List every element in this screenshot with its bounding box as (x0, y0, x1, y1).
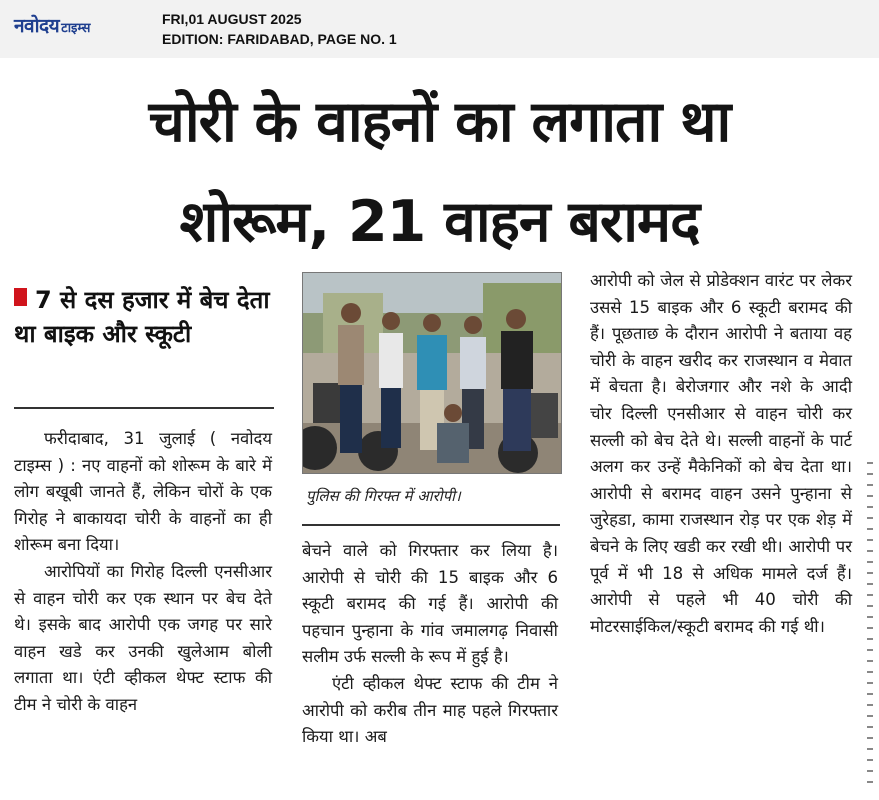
article-photo (302, 272, 562, 474)
subheadline (14, 283, 274, 351)
photo-image-icon (303, 273, 561, 473)
logo-sub-text: टाइम्स (61, 21, 91, 36)
subheadline-divider (14, 407, 274, 409)
article-column-2 (302, 538, 558, 751)
newspaper-logo (14, 12, 90, 38)
paragraph: फरीदाबाद, 31 जुलाई ( नवोदय टाइम्स ) : नए वाहनों को शोरूम के बारे में लोग बखूबी जानते हैं, लेकिन चोरों के एक गिरोह ने बाकायदा चोरी के वाहनों का ही शोरूम बना दिया। (14, 429, 272, 555)
masthead-bar (0, 0, 879, 58)
paragraph: बेचने वाले को गिरफ्तार कर लिया है। आरोपी से चोरी की 15 बाइक और 6 स्कूटी बरामद की गई हैं। आरोपी की पहचान पुन्हाना के गांव जमालगढ़ निवासी सलीम उर्फ सल्ली के रूप में हुई है। (302, 541, 558, 667)
page-edge-fragments (866, 462, 874, 792)
article-column-3 (590, 268, 852, 640)
paragraph: आरोपियों का गिरोह दिल्ली एनसीआर से वाहन चोरी कर एक स्थान पर बेच देते थे। इसके बाद आरोपी एक जगह पर सारे वाहन खडे कर उनकी खुलेआम बोली लगाता था। एंटी व्हीकल थेफ्ट स्टाफ की टीम ने चोरी के वाहन (14, 561, 272, 714)
article-column-1 (14, 426, 272, 719)
headline-line-1: चोरी के वाहनों का लगाता था (148, 89, 731, 155)
publication-date: FRI,01 AUGUST 2025 (162, 11, 302, 27)
red-square-icon (14, 288, 27, 306)
caption-divider (302, 524, 560, 526)
edition-page: EDITION: FARIDABAD, PAGE NO. 1 (162, 31, 397, 47)
headline-line-2: शोरूम, 21 वाहन बरामद (179, 189, 700, 255)
edition-info (162, 9, 397, 49)
logo-main-text: नवोदय (14, 15, 60, 37)
paragraph: आरोपी को जेल से प्रोडेक्शन वारंट पर लेकर उससे 15 बाइक और 6 स्कूटी बरामद की हैं। पूछताछ के दौरान आरोपी ने बताया वह चोरी के वाहन खरीद कर राजस्थान व मेवात में बेचता है। बेरोजगार और नशे के आदी चोर दिल्ली एनसीआर से वाहन चोरी कर सल्ली को बेच देते थे। सल्ली वाहनों के पार्ट अलग कर उन्हें मैकेनिकों को बेच देता था। आरोपी से बरामद वाहन उसने पुन्हाना से जुरेहडा, कामा राजस्थान रोड़ पर एक शेड़ में बेचने के लिए खडी कर रखी थी। आरोपी पर पूर्व में भी 18 से अधिक मामले दर्ज हैं। आरोपी से पहले भी 40 चोरी की मोटरसाईकिल/स्कूटी बरामद की गई थी। (590, 271, 852, 636)
photo-caption: पुलिस की गिरफ्त में आरोपी। (306, 487, 461, 505)
paragraph: एंटी व्हीकल थेफ्ट स्टाफ की टीम ने आरोपी को करीब तीन माह पहले गिरफ्तार किया था। अब (302, 673, 558, 747)
subheadline-text: 7 से दस हजार में बेच देता था बाइक और स्कूटी (14, 286, 270, 348)
